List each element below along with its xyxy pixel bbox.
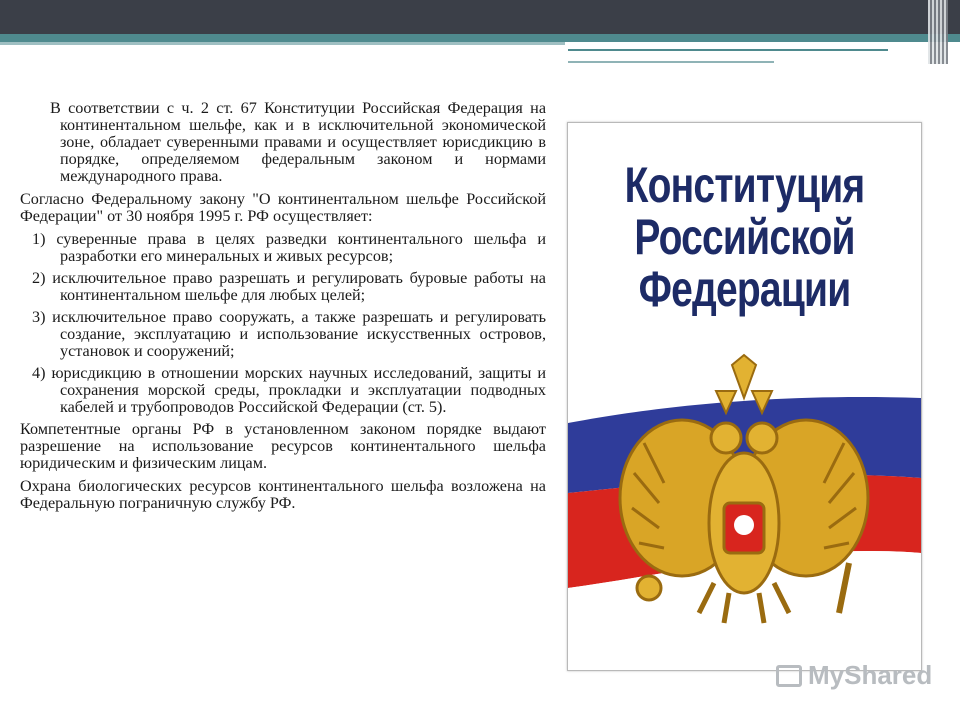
top-bar-teal (0, 34, 960, 42)
book-title-line2: Российской (634, 209, 855, 265)
constitution-book-cover (567, 122, 922, 671)
watermark (776, 660, 932, 691)
paragraph-federal-law: Согласно Федеральному закону "О континентальном шельфе Российской Федерации" от 30 ноября 1995 г. РФ осуществляет: (20, 190, 546, 225)
list-item: 3) исключительное право сооружать, а также разрешать и регулировать создание, эксплуатацию и использование искусственных островов, установок и сооружений; (32, 308, 546, 360)
top-rule-tertiary (568, 61, 774, 63)
watermark-text: MyShared (808, 660, 933, 690)
top-bar-dark (0, 0, 960, 34)
list-item: 4) юрисдикцию в отношении морских научных исследований, защиты и сохранения морской среды, прокладки и эксплуатации подводных кабелей и трубопроводов Российской Федерации (ст. 5). (32, 364, 546, 416)
list-item: 1) суверенные права в целях разведки континентального шельфа и разработки его минеральных и живых ресурсов; (32, 230, 546, 265)
list-item: 2) исключительное право разрешать и регулировать буровые работы на континентальном шельфе для любых целей; (32, 269, 546, 304)
paragraph-constitution: В соответствии с ч. 2 ст. 67 Конституции Российская Федерация на континентальном шельфе, как и в исключительной экономической зоне, обладает суверенными правами и осуществляет юрисдикцию в порядке, определяемом федеральным законом и нормами международного права. (50, 99, 546, 185)
paragraph-authorities: Компетентные органы РФ в установленном законом порядке выдают разрешение на использование ресурсов континентального шельфа юридическим и физическим лицам. (20, 420, 546, 472)
presentation-icon (776, 665, 802, 687)
top-rule (0, 42, 565, 45)
book-title (607, 159, 882, 315)
book-title-line3: Федерации (638, 261, 851, 317)
corner-decoration (928, 0, 948, 64)
paragraph-border-service: Охрана биологических ресурсов континентального шельфа возложена на Федеральную пограничную службу РФ. (20, 477, 546, 512)
book-title-line1: Конституция (624, 157, 865, 213)
slide-text (20, 100, 546, 518)
top-rule-secondary (568, 49, 888, 51)
